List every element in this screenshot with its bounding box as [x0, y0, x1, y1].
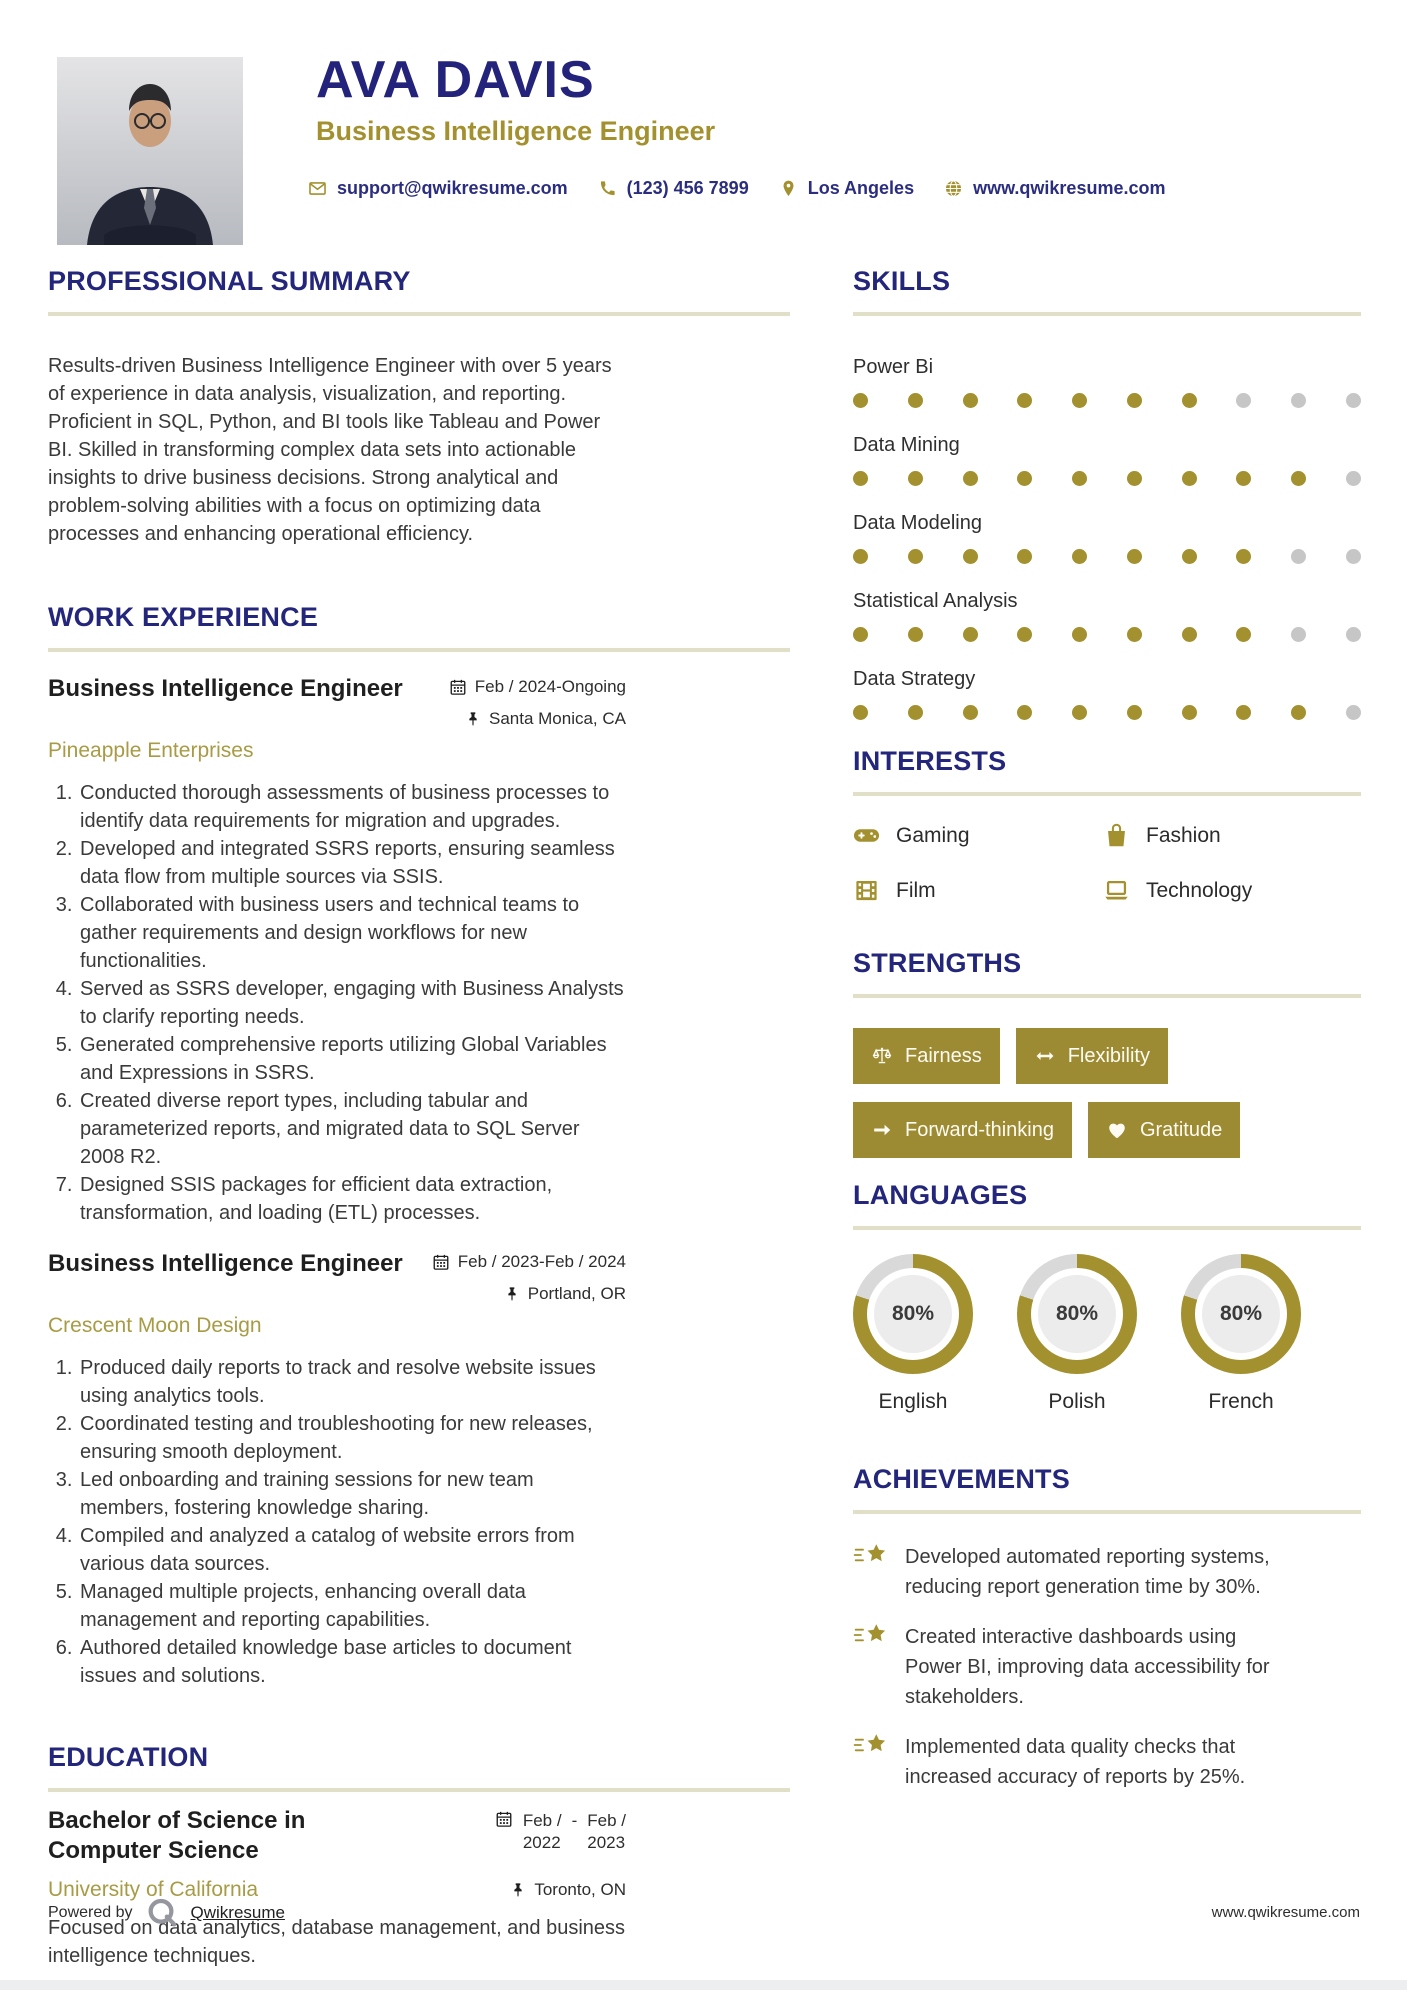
job-location [431, 709, 626, 729]
section-divider [853, 792, 1361, 796]
skill-name: Data Strategy [853, 668, 976, 690]
pushpin-icon [465, 711, 481, 727]
contact-text: (123) 456 7899 [626, 178, 749, 198]
contact-item-1[interactable] [598, 178, 749, 199]
skill-dot [1017, 705, 1032, 720]
skill-dot [1072, 705, 1087, 720]
skill-dot [1236, 393, 1251, 408]
footer-website-link[interactable]: www.qwikresume.com [1211, 1904, 1360, 1921]
qwikresume-link[interactable]: Qwikresume [190, 1903, 285, 1922]
skill-dot [908, 393, 923, 408]
summary-section [48, 266, 790, 548]
job-bullet: 2. Coordinated testing and troubleshooting for new releases, ensuring smooth deployment. [78, 1410, 626, 1466]
skill-item [853, 434, 1361, 486]
interest-item [853, 822, 1103, 849]
education-entry-header [48, 1806, 626, 1866]
skill-dot [1127, 393, 1142, 408]
section-divider [853, 1510, 1361, 1514]
skill-item [853, 668, 1361, 720]
degree-title: Bachelor of Science in Computer Science [48, 1807, 306, 1864]
education-description: Focused on data analytics, database management, and business intelligence techniques. [48, 1917, 626, 1967]
interest-item [853, 877, 1103, 904]
skill-name: Statistical Analysis [853, 590, 1018, 612]
job-date [431, 1252, 626, 1272]
job-bullet: 5. Generated comprehensive reports utilizing Global Variables and Expressions in SSRS. [78, 1031, 626, 1087]
language-gauge [1017, 1254, 1137, 1414]
language-percent [874, 1275, 952, 1353]
skill-dot [1017, 627, 1032, 642]
skill-dot [963, 549, 978, 564]
job-bullet: 1. Produced daily reports to track and resolve website issues using analytics tools. [78, 1354, 626, 1410]
skill-dot [1291, 471, 1306, 486]
skill-dot [1236, 549, 1251, 564]
education-date [495, 1806, 626, 1866]
calendar-icon [432, 1253, 450, 1271]
skill-dot [1182, 393, 1197, 408]
job-bullet-list [48, 1354, 626, 1690]
language-percent-value: 80% [1055, 1302, 1099, 1325]
languages-section [853, 1180, 1361, 1414]
skill-item [853, 356, 1361, 408]
skill-dot [853, 705, 868, 720]
summary-heading: PROFESSIONAL SUMMARY [48, 266, 411, 296]
interests-heading: INTERESTS [853, 746, 1007, 776]
achievement-list [853, 1542, 1361, 1792]
skill-dot [1182, 549, 1197, 564]
skill-dot [1346, 393, 1361, 408]
contact-text: support@qwikresume.com [337, 178, 568, 198]
skill-item [853, 590, 1361, 642]
job-header [48, 674, 626, 729]
skill-dot [853, 549, 868, 564]
shooting-star-icon [853, 1732, 889, 1758]
work-experience-section [48, 602, 790, 1690]
strengths-heading: STRENGTHS [853, 948, 1022, 978]
job-header [48, 1249, 626, 1304]
achievement-text: Implemented data quality checks that increased accuracy of reports by 25%. [905, 1736, 1246, 1788]
skill-dot [1017, 549, 1032, 564]
language-gauge-list [853, 1254, 1361, 1414]
date-text: Feb / [522, 1811, 562, 1830]
date-text: 2022 [522, 1833, 561, 1852]
job-entry [48, 1249, 626, 1690]
section-divider [853, 994, 1361, 998]
skill-name: Power Bi [853, 356, 934, 378]
interest-list [853, 822, 1361, 904]
shopping-bag-icon [1103, 822, 1130, 849]
skill-name: Data Modeling [853, 512, 982, 534]
page-bottom-strip [0, 1980, 1407, 1990]
skill-dot [853, 393, 868, 408]
job-entry [48, 674, 626, 1227]
education-date-start [523, 1810, 562, 1854]
contact-text: Los Angeles [807, 178, 915, 198]
achievement-item [853, 1732, 1361, 1792]
skill-dot [908, 705, 923, 720]
contact-item-3[interactable] [944, 178, 1165, 199]
language-gauge [1181, 1254, 1301, 1414]
skill-dot [963, 627, 978, 642]
skill-dot [1072, 549, 1087, 564]
language-percent-value: 80% [891, 1302, 935, 1325]
skill-dot [1127, 627, 1142, 642]
date-separator: - [571, 1811, 578, 1830]
job-bullet: 3. Collaborated with business users and technical teams to gather requirements and design workflows for new functionalities. [78, 891, 626, 975]
footer [48, 1896, 285, 1930]
gamepad-icon [853, 822, 880, 849]
arrow-right-icon [871, 1119, 893, 1141]
job-date [431, 677, 626, 697]
language-name: English [878, 1390, 948, 1413]
languages-heading: LANGUAGES [853, 1180, 1028, 1210]
skill-dot [1291, 549, 1306, 564]
skill-dot [1182, 705, 1197, 720]
pushpin-icon [510, 1882, 526, 1898]
skill-dots [853, 627, 1361, 642]
shooting-star-icon [853, 1622, 889, 1648]
skill-dot [1346, 549, 1361, 564]
date-text: 2023 [587, 1833, 626, 1852]
skill-dot [853, 471, 868, 486]
scale-icon [871, 1045, 893, 1067]
language-ring-hole [1195, 1268, 1287, 1360]
skill-dot [908, 549, 923, 564]
skill-dot [963, 393, 978, 408]
skill-dot [963, 471, 978, 486]
skill-dots [853, 549, 1361, 564]
interest-label: Technology [1146, 878, 1253, 902]
education-date-end [587, 1810, 626, 1854]
skill-dot [1127, 471, 1142, 486]
skill-dot [1236, 705, 1251, 720]
contact-item-2[interactable] [779, 178, 914, 199]
job-title: Business Intelligence Engineer [48, 1250, 403, 1277]
job-bullet: 4. Compiled and analyzed a catalog of website errors from various data sources. [78, 1522, 626, 1578]
envelope-icon [308, 179, 327, 198]
education-location [510, 1880, 626, 1900]
job-bullet: 5. Managed multiple projects, enhancing overall data management and reporting capabilities. [78, 1578, 626, 1634]
interest-item [1103, 822, 1361, 849]
skill-dot [1017, 471, 1032, 486]
achievements-heading: ACHIEVEMENTS [853, 1464, 1070, 1494]
job-location-text: Santa Monica, CA [488, 709, 626, 728]
strength-label: Flexibility [1067, 1044, 1150, 1067]
skill-dots [853, 471, 1361, 486]
job-location [431, 1284, 626, 1304]
skill-dot [853, 627, 868, 642]
skill-dot [1072, 627, 1087, 642]
job-bullet: 6. Created diverse report types, including tabular and parameterized reports, and migrated data to SQL Server 2008 R2. [78, 1087, 626, 1171]
language-percent [1202, 1275, 1280, 1353]
skill-dot [1182, 471, 1197, 486]
powered-by-label: Powered by [48, 1904, 133, 1921]
section-divider [48, 648, 790, 652]
skill-dot [1072, 393, 1087, 408]
phone-icon [598, 179, 617, 198]
education-heading: EDUCATION [48, 1742, 209, 1772]
pushpin-icon [504, 1286, 520, 1302]
job-title: Business Intelligence Engineer [48, 675, 403, 702]
skill-dot [1072, 471, 1087, 486]
section-divider [48, 1788, 790, 1792]
job-bullet: 1. Conducted thorough assessments of business processes to identify data requirements for migration and upgrades. [78, 779, 626, 835]
language-ring [853, 1254, 973, 1374]
skill-dot [1346, 627, 1361, 642]
skill-dot [1127, 549, 1142, 564]
job-date-text: Feb / 2023-Feb / 2024 [457, 1252, 626, 1271]
skill-list [853, 356, 1361, 720]
education-location-text: Toronto, ON [534, 1880, 626, 1899]
interests-section [853, 746, 1361, 904]
strength-badge-list [853, 1028, 1361, 1158]
job-bullet: 4. Served as SSRS developer, engaging with Business Analysts to clarify reporting needs. [78, 975, 626, 1031]
skill-dot [1236, 627, 1251, 642]
job-company: Crescent Moon Design [48, 1314, 262, 1337]
language-ring [1017, 1254, 1137, 1374]
summary-text: Results-driven Business Intelligence Engineer with over 5 years of experience in data analysis, visualization, and reporting. Proficient in SQL, Python, and BI tools like Tableau and Power BI. Skilled in transforming complex data sets into actionable insights to drive business decisions. Strong analytical and problem-solving abilities with a focus on optimizing data processes and enhancing operational efficiency. [48, 355, 612, 545]
job-company: Pineapple Enterprises [48, 739, 254, 762]
contact-text: www.qwikresume.com [973, 178, 1166, 198]
strength-badge [1088, 1102, 1240, 1158]
skill-dots [853, 393, 1361, 408]
strength-badge [853, 1028, 1000, 1084]
strength-label: Gratitude [1139, 1118, 1223, 1141]
calendar-icon [449, 678, 467, 696]
person-job-title: Business Intelligence Engineer [316, 116, 716, 146]
skill-dot [908, 471, 923, 486]
section-divider [853, 1226, 1361, 1230]
skill-dot [1127, 705, 1142, 720]
sidebar-column [853, 266, 1361, 1792]
strength-badge [1016, 1028, 1168, 1084]
arrows-horizontal-icon [1034, 1045, 1056, 1067]
achievements-section [853, 1464, 1361, 1792]
heart-icon [1106, 1119, 1128, 1141]
language-ring-hole [1031, 1268, 1123, 1360]
achievement-item [853, 1622, 1361, 1712]
achievement-item [853, 1542, 1361, 1602]
skill-dot [1346, 705, 1361, 720]
job-bullet: 6. Authored detailed knowledge base articles to document issues and solutions. [78, 1634, 626, 1690]
calendar-icon [495, 1810, 513, 1828]
strength-label: Forward-thinking [905, 1118, 1054, 1141]
interest-label: Fashion [1146, 823, 1221, 847]
skill-name: Data Mining [853, 434, 960, 456]
shooting-star-icon [853, 1542, 889, 1568]
skill-dot [1291, 627, 1306, 642]
skill-dot [1346, 471, 1361, 486]
skill-item [853, 512, 1361, 564]
interest-item [1103, 877, 1361, 904]
language-percent [1038, 1275, 1116, 1353]
interest-label: Film [896, 878, 936, 902]
school-name: University of California [48, 1878, 259, 1901]
header-block [316, 50, 715, 147]
profile-photo [57, 57, 243, 245]
skill-dot [1236, 471, 1251, 486]
job-bullet: 2. Developed and integrated SSRS reports, ensuring seamless data flow from multiple sources via SSIS. [78, 835, 626, 891]
education-section [48, 1742, 790, 1970]
skill-dot [1291, 393, 1306, 408]
job-location-text: Portland, OR [527, 1284, 626, 1303]
date-text: Feb / [587, 1811, 626, 1830]
qwikresume-logo-icon [145, 1896, 179, 1930]
laptop-icon [1103, 877, 1130, 904]
job-date-text: Feb / 2024-Ongoing [474, 677, 626, 696]
film-icon [853, 877, 880, 904]
language-ring-hole [867, 1268, 959, 1360]
job-bullet: 3. Led onboarding and training sessions for new team members, fostering knowledge sharing. [78, 1466, 626, 1522]
strength-badge [853, 1102, 1072, 1158]
job-bullet: 7. Designed SSIS packages for efficient data extraction, transformation, and loading (ETL) processes. [78, 1171, 626, 1227]
profile-photo-image [57, 57, 243, 245]
skill-dot [908, 627, 923, 642]
skills-section [853, 266, 1361, 720]
contact-item-0[interactable] [308, 178, 568, 199]
skill-dot [1017, 393, 1032, 408]
skill-dot [1182, 627, 1197, 642]
language-percent-value: 80% [1219, 1302, 1263, 1325]
skill-dot [1291, 705, 1306, 720]
job-bullet-list [48, 779, 626, 1227]
skill-dot [963, 705, 978, 720]
section-divider [853, 312, 1361, 316]
skill-dots [853, 705, 1361, 720]
language-name: French [1208, 1390, 1274, 1413]
map-pin-icon [779, 179, 798, 198]
achievement-text: Created interactive dashboards using Power BI, improving data accessibility for stakeholders. [905, 1626, 1270, 1708]
main-column [48, 266, 790, 1970]
section-divider [48, 312, 790, 316]
contact-row [308, 178, 1165, 199]
language-name: Polish [1048, 1390, 1106, 1413]
work-heading: WORK EXPERIENCE [48, 602, 319, 632]
job-list [48, 674, 790, 1690]
job-meta [431, 1249, 626, 1304]
strengths-section [853, 948, 1361, 1158]
globe-icon [944, 179, 963, 198]
language-gauge [853, 1254, 973, 1414]
language-ring [1181, 1254, 1301, 1374]
skills-heading: SKILLS [853, 266, 951, 296]
person-name: AVA DAVIS [316, 51, 595, 109]
interest-label: Gaming [896, 823, 970, 847]
strength-label: Fairness [905, 1044, 982, 1067]
achievement-text: Developed automated reporting systems, reducing report generation time by 30%. [905, 1546, 1270, 1598]
job-meta [431, 674, 626, 729]
